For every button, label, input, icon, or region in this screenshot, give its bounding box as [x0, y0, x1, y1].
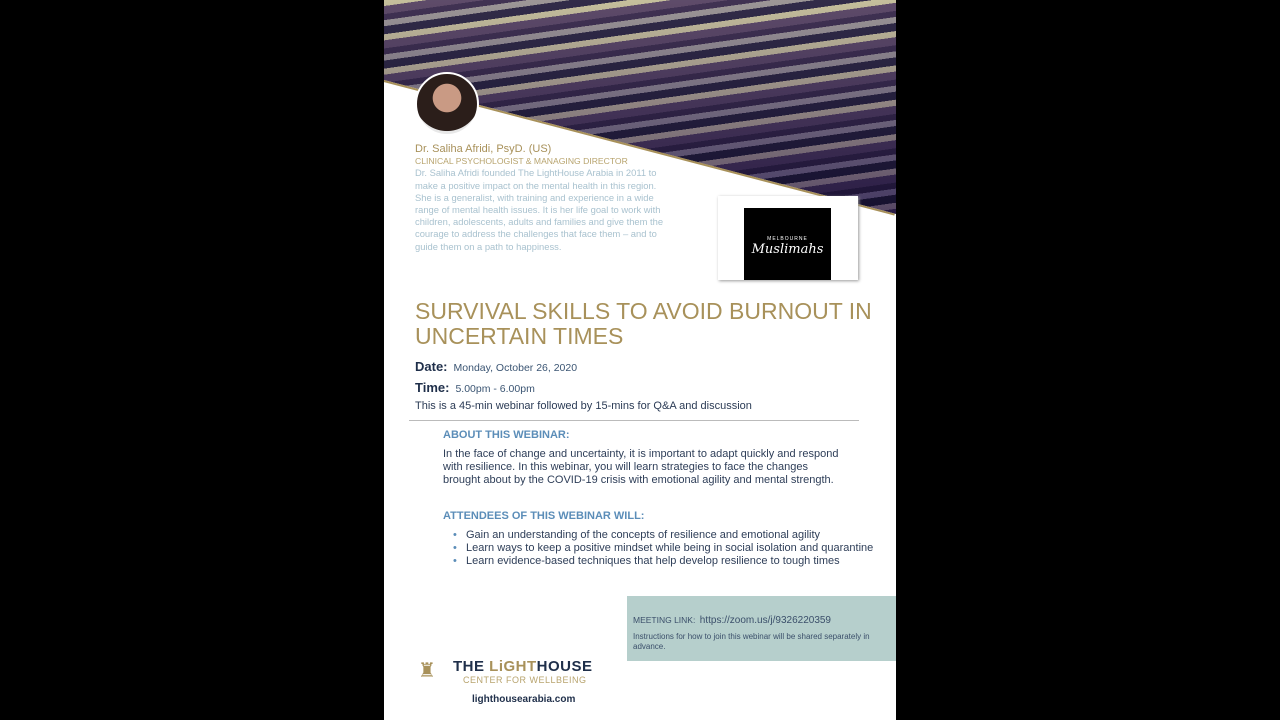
- meeting-instructions: Instructions for how to join this webinar will be shared separately in advance.: [633, 632, 870, 651]
- about-text: In the face of change and uncertainty, it is important to adapt quickly and respond with resilience. In this webinar, you will learn strategies to face the changes brought about by the COVID-19 crisis with emotional agility and mental strength.: [443, 448, 839, 486]
- attendees-heading: ATTENDEES OF THIS WEBINAR WILL:: [443, 510, 645, 522]
- partner-logo-frame: [718, 196, 858, 280]
- speaker-name: Dr. Saliha Afridi, PsyD. (US): [415, 143, 552, 155]
- attendees-section: [443, 510, 893, 568]
- list-item: • Learn evidence-based techniques that help develop resilience to tough times: [443, 555, 893, 568]
- lighthouse-icon: ♜: [418, 660, 436, 682]
- speaker-photo: [415, 72, 479, 136]
- speaker-role: CLINICAL PSYCHOLOGIST & MANAGING DIRECTOR: [415, 156, 628, 167]
- divider: [409, 420, 859, 421]
- format-note: This is a 45-min webinar followed by 15-mins for Q&A and discussion: [415, 400, 752, 412]
- speaker-bio-text: Dr. Saliha Afridi founded The LightHouse Arabia in 2011 to make a positive impact on the mental health in this region. She is a generalist, with training and experience in a wide range of mental health issues. It is her life goal to work with children, adolescents, adults and families and give them the courage to address the challenges that face them – and to guide them on a path to happiness.: [415, 167, 664, 252]
- melbourne-muslimahs-logo: MELBOURNE Muslimahs: [744, 208, 831, 280]
- meeting-link[interactable]: https://zoom.us/j/9326220359: [699, 615, 831, 626]
- webinar-flyer: Dr. Saliha Afridi, PsyD. (US) CLINICAL PSYCHOLOGIST & MANAGING DIRECTOR Dr. Saliha Afridi founded The LightHouse Arabia in 2011 to make a positive impact on the mental health in this region. She is a generalist, with training and experience in a wide range of mental health issues. It is her life goal to work with children, adolescents, adults and families and give them the courage to address the challenges that face them – and to guide them on a path to happiness. MELBOURNE Muslimahs SURVIVAL SKILLS TO AVOID BURNOUT IN UNCERTAIN TIMES Date: Monday, October 26, 2020 Time: 5.00pm - 6.00pm This is a 45-min webinar followed by 15-mins for Q&A and discussion ABOUT THIS WEBINAR: In the face of change and uncertainty, it is important to adapt quickly and respond with resilience. In this webinar, you will learn strategies to face the changes brought about by the COVID-19 crisis with emotional agility and mental strength. ATTENDEES OF THIS WEBINAR WILL: • Gain an understanding of the concepts of resilience and emotional agility • Learn ways to keep a positive mindset while being in social isolation and quarantine • Learn evidence-based techniques that help develop resilience to tough times MEETING LINK: https://zoom.us/j/9326220359 Instructions for how to join this webinar will be shared separately in advance. ♜ THE LiGHTHOUSE CENTER FOR WELLBEING lighthousearabia.com: [384, 0, 896, 720]
- website-link[interactable]: lighthousearabia.com: [472, 694, 576, 705]
- about-section: [443, 429, 843, 487]
- webinar-title: SURVIVAL SKILLS TO AVOID BURNOUT IN UNCERTAIN TIMES: [415, 298, 872, 349]
- meeting-box: [627, 596, 896, 661]
- list-item: • Gain an understanding of the concepts of resilience and emotional agility: [443, 529, 893, 542]
- about-heading: ABOUT THIS WEBINAR:: [443, 429, 570, 441]
- time-line: Time: 5.00pm - 6.00pm: [415, 380, 535, 395]
- list-item: • Learn ways to keep a positive mindset while being in social isolation and quarantine: [443, 542, 893, 555]
- speaker-bio: [415, 143, 675, 253]
- date-line: Date: Monday, October 26, 2020: [415, 359, 578, 374]
- meeting-label: MEETING LINK:: [633, 615, 696, 625]
